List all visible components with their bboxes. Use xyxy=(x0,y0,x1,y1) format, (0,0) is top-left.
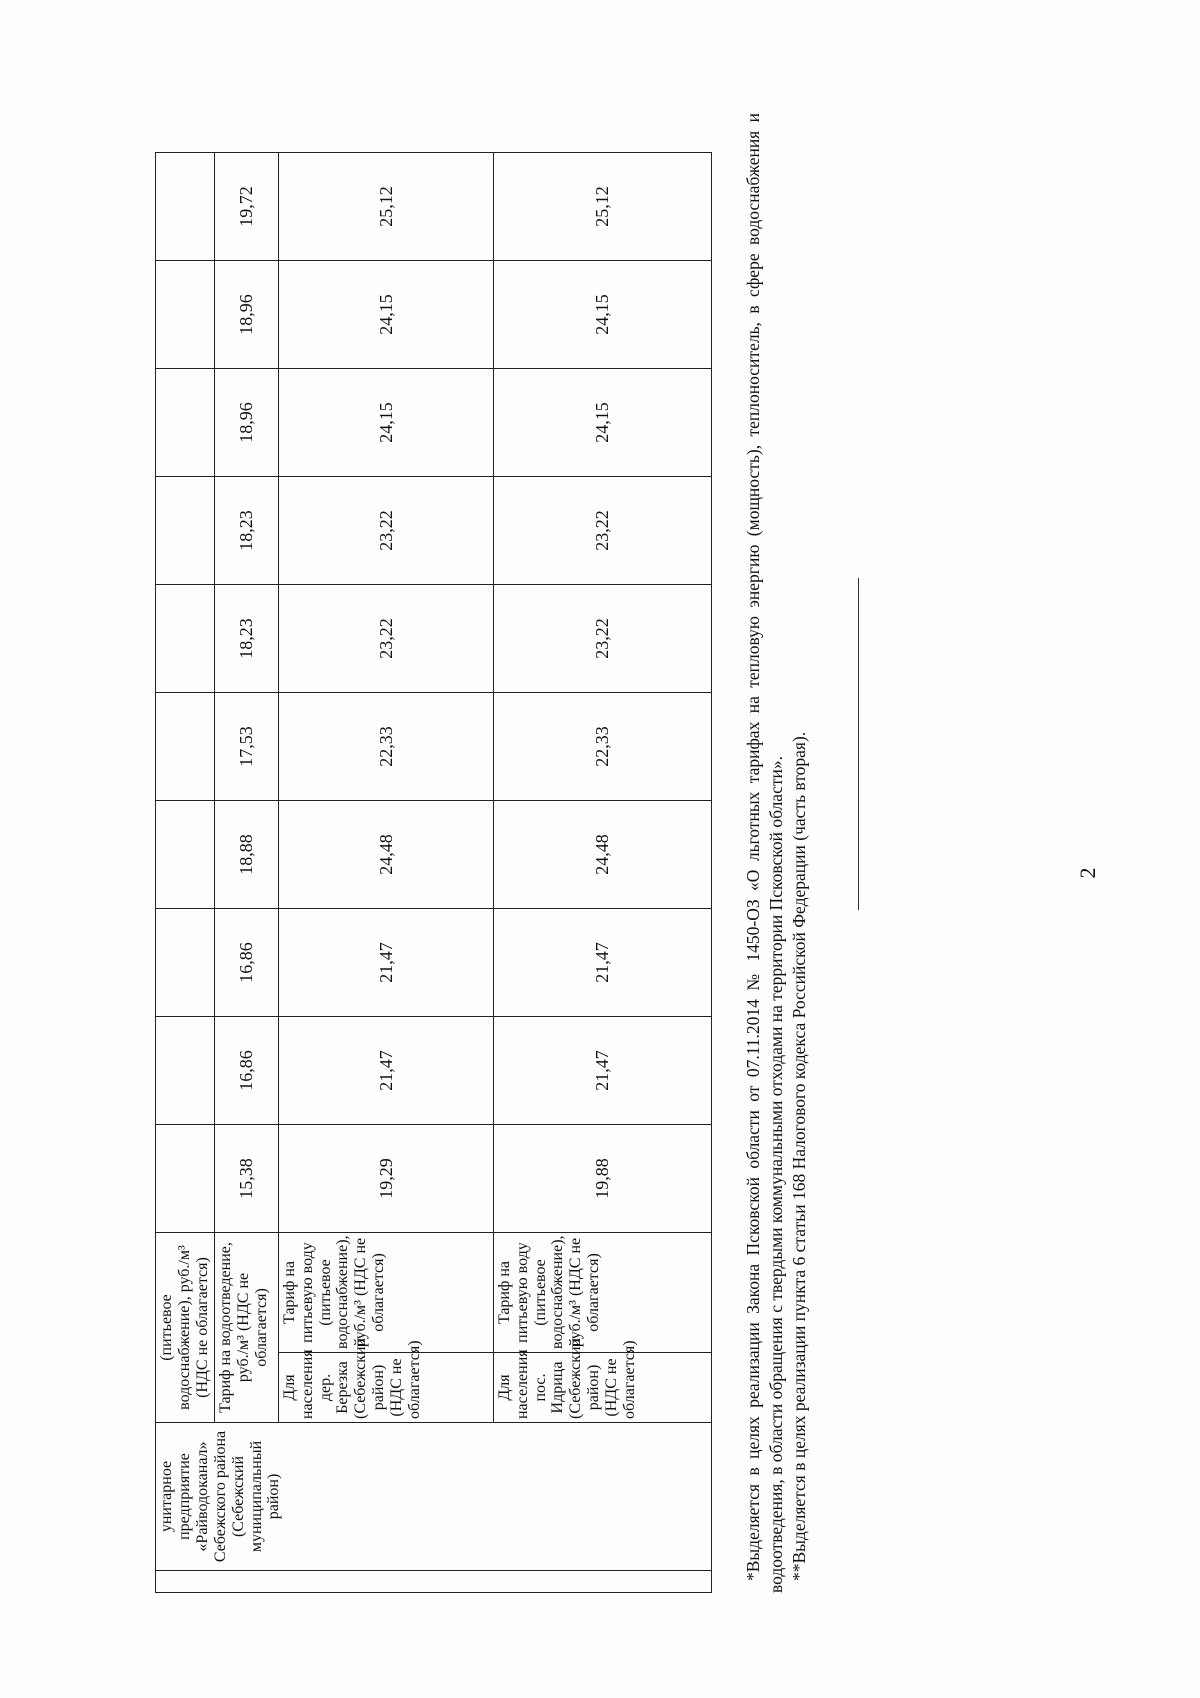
population-group-cell: Для населения пос. Идрица (Себежский район) (НДС не облагается) xyxy=(493,1353,711,1423)
drinking-water-tariff-label: Тариф на питьевую воду (питьевое водоснабжение), руб./м³ (НДС не облагается) xyxy=(278,1233,493,1353)
value-cell: 16,86 xyxy=(214,909,278,1017)
footnote-1: *Выделяется в целях реализации Закона Псковской области от 07.11.2014 № 1450-ОЗ «О льготных тарифах на тепловую энергию (мощность), теплоноситель, в сфере водоснабжения и водоотведения, в области обращения с твердыми коммунальными отходами на территории Псковской области». xyxy=(743,113,787,1593)
value-cell: 21,47 xyxy=(493,1017,711,1125)
table-cell xyxy=(156,693,215,801)
value-cell: 23,22 xyxy=(493,477,711,585)
value-cell: 25,12 xyxy=(278,153,493,261)
page-number: 2 xyxy=(1075,867,1100,879)
population-group-cell: Для населения дер. Березка (Себежский район) (НДС не облагается) xyxy=(278,1353,493,1423)
water-tariff-desc-cell: (питьевое водоснабжение), руб./м³ (НДС не облагается) xyxy=(156,1233,215,1423)
table-row xyxy=(278,153,493,1593)
drinking-water-tariff-label: Тариф на питьевую воду (питьевое водоснабжение), руб./м³ (НДС не облагается) xyxy=(493,1233,711,1353)
value-cell: 16,86 xyxy=(214,1017,278,1125)
table-cell xyxy=(156,261,215,369)
value-cell: 22,33 xyxy=(278,693,493,801)
table-row xyxy=(214,153,278,1593)
footnotes xyxy=(742,113,811,1593)
value-cell: 24,15 xyxy=(493,261,711,369)
value-cell: 22,33 xyxy=(493,693,711,801)
value-cell: 18,23 xyxy=(214,477,278,585)
value-cell: 24,15 xyxy=(278,261,493,369)
value-cell: 23,22 xyxy=(278,477,493,585)
table-row xyxy=(156,153,215,1593)
footnote-divider xyxy=(858,578,859,910)
value-cell: 23,22 xyxy=(278,585,493,693)
table-cell xyxy=(156,801,215,909)
footnote-2: **Выделяется в целях реализации пункта 6 статьи 168 Налогового кодекса Российской Федерации (часть вторая). xyxy=(789,731,810,1581)
value-cell: 18,96 xyxy=(214,369,278,477)
value-cell: 19,88 xyxy=(493,1125,711,1233)
table-cell xyxy=(156,1017,215,1125)
table-cell xyxy=(156,153,215,261)
value-cell: 21,47 xyxy=(493,909,711,1017)
value-cell: 18,88 xyxy=(214,801,278,909)
value-cell: 21,47 xyxy=(278,909,493,1017)
table-cell xyxy=(156,909,215,1017)
row-number-cell xyxy=(156,1571,712,1593)
value-cell: 24,15 xyxy=(493,369,711,477)
value-cell: 24,15 xyxy=(278,369,493,477)
organization-cell: унитарное предприятие «Райводоканал» Себежского района (Себежский муниципальный район) xyxy=(156,1423,712,1571)
value-cell: 24,48 xyxy=(278,801,493,909)
value-cell: 19,72 xyxy=(214,153,278,261)
value-cell: 18,23 xyxy=(214,585,278,693)
value-cell: 23,22 xyxy=(493,585,711,693)
table-cell xyxy=(156,1125,215,1233)
table-cell xyxy=(156,477,215,585)
value-cell: 15,38 xyxy=(214,1125,278,1233)
table-cell xyxy=(156,369,215,477)
value-cell: 21,47 xyxy=(278,1017,493,1125)
value-cell: 25,12 xyxy=(493,153,711,261)
table-cell xyxy=(156,585,215,693)
table-row xyxy=(493,153,711,1593)
value-cell: 18,96 xyxy=(214,261,278,369)
value-cell: 24,48 xyxy=(493,801,711,909)
tariff-table xyxy=(155,152,712,1593)
sewage-tariff-label: Тариф на водоотведение, руб./м³ (НДС не облагается) xyxy=(214,1233,278,1423)
value-cell: 19,29 xyxy=(278,1125,493,1233)
value-cell: 17,53 xyxy=(214,693,278,801)
